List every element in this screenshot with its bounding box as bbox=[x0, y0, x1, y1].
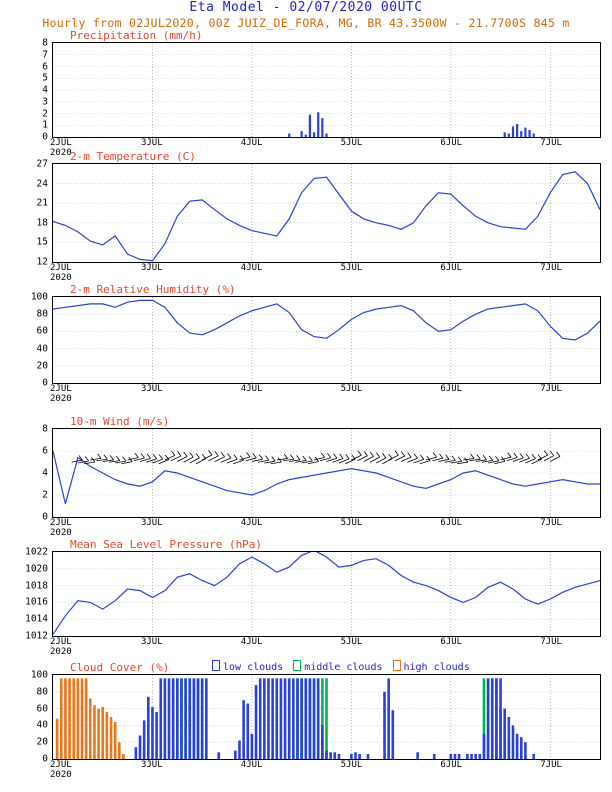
legend-item bbox=[293, 660, 382, 673]
x-tick-day: 2JUL bbox=[50, 263, 72, 273]
y-tick-label: 8 bbox=[42, 423, 48, 435]
x-tick-label: 6JUL bbox=[440, 637, 463, 647]
y-tick-label: 40 bbox=[36, 343, 48, 355]
y-tick-label: 1 bbox=[42, 119, 48, 131]
x-tick-label: 3JUL bbox=[140, 384, 163, 394]
chart-panel-3 bbox=[30, 283, 601, 404]
x-tick-label bbox=[50, 761, 72, 780]
y-tick-label: 80 bbox=[36, 686, 48, 698]
y-tick-label: 0 bbox=[42, 131, 48, 143]
y-tick-label: 4 bbox=[42, 84, 48, 96]
y-tick-label: 0 bbox=[42, 753, 48, 765]
panel-title: Precipitation (mm/h) bbox=[70, 29, 203, 42]
x-tick-label bbox=[50, 139, 72, 158]
header-title: Eta Model - 02/07/2020 00UTC bbox=[189, 0, 423, 15]
x-tick-year: 2020 bbox=[50, 769, 72, 780]
x-tick-label bbox=[50, 638, 72, 657]
y-tick-label: 2 bbox=[42, 489, 48, 501]
y-tick-label: 60 bbox=[36, 703, 48, 715]
y-tick-label: 18 bbox=[36, 217, 48, 229]
legend-label: middle clouds bbox=[304, 662, 383, 673]
y-tick-label: 15 bbox=[36, 236, 48, 248]
chart-panel-4 bbox=[42, 415, 601, 538]
x-tick-label: 3JUL bbox=[140, 760, 163, 770]
plot-area bbox=[52, 42, 601, 138]
x-tick-label: 4JUL bbox=[240, 384, 263, 394]
y-tick-label: 1014 bbox=[25, 613, 48, 625]
x-tick-label: 6JUL bbox=[440, 138, 463, 148]
plot-area bbox=[52, 163, 601, 263]
legend-item bbox=[212, 660, 283, 673]
y-tick-label: 100 bbox=[30, 669, 48, 681]
y-tick-label: 5 bbox=[42, 72, 48, 84]
x-tick-year: 2020 bbox=[50, 272, 72, 283]
y-tick-label: 24 bbox=[36, 178, 48, 190]
chart-panel-6 bbox=[30, 661, 601, 780]
x-tick-year: 2020 bbox=[50, 646, 72, 657]
x-tick-label: 5JUL bbox=[340, 760, 363, 770]
legend-swatch bbox=[393, 660, 401, 671]
x-tick-year: 2020 bbox=[50, 393, 72, 404]
plot-area bbox=[52, 428, 601, 518]
y-tick-label: 8 bbox=[42, 37, 48, 49]
x-tick-label: 6JUL bbox=[440, 518, 463, 528]
y-tick-label: 1012 bbox=[25, 630, 48, 642]
legend-label: high clouds bbox=[403, 662, 470, 673]
chart-panel-2 bbox=[36, 150, 601, 283]
x-tick-label: 3JUL bbox=[140, 263, 163, 273]
panel-title: 2-m Relative Humidity (%) bbox=[70, 283, 236, 296]
chart-header bbox=[0, 0, 612, 30]
panel-title: Cloud Cover (%) bbox=[70, 661, 170, 674]
x-tick-label: 6JUL bbox=[440, 384, 463, 394]
legend-swatch bbox=[293, 660, 301, 671]
x-tick-label: 7JUL bbox=[540, 138, 562, 148]
y-tick-label: 3 bbox=[42, 96, 48, 108]
y-tick-label: 1018 bbox=[25, 580, 48, 592]
y-tick-label: 6 bbox=[42, 61, 48, 72]
x-tick-label: 6JUL bbox=[440, 263, 463, 273]
x-tick-label: 7JUL bbox=[540, 384, 562, 394]
x-tick-label bbox=[50, 519, 72, 538]
y-tick-label: 4 bbox=[42, 467, 48, 479]
plot-area bbox=[52, 674, 601, 760]
panel-title: 10-m Wind (m/s) bbox=[70, 415, 170, 428]
plot-area bbox=[52, 551, 601, 637]
y-tick-label: 12 bbox=[36, 256, 48, 268]
x-tick-label: 4JUL bbox=[240, 637, 263, 647]
x-tick-label: 5JUL bbox=[340, 518, 363, 528]
legend-swatch bbox=[212, 660, 220, 671]
legend bbox=[212, 660, 480, 673]
y-tick-label: 20 bbox=[36, 736, 48, 748]
panel-title: Mean Sea Level Pressure (hPa) bbox=[70, 538, 263, 551]
x-tick-label: 7JUL bbox=[540, 518, 562, 528]
y-tick-label: 7 bbox=[42, 49, 48, 61]
x-tick-label: 5JUL bbox=[340, 263, 363, 273]
y-tick-label: 1022 bbox=[25, 546, 48, 558]
x-tick-label: 5JUL bbox=[340, 138, 363, 148]
x-tick-label: 3JUL bbox=[140, 518, 163, 528]
y-tick-label: 21 bbox=[36, 197, 48, 209]
x-tick-label: 5JUL bbox=[340, 637, 363, 647]
y-tick-label: 60 bbox=[36, 325, 48, 337]
panel-title: 2-m Temperature (C) bbox=[70, 150, 196, 163]
x-tick-label: 4JUL bbox=[240, 518, 263, 528]
x-tick-label: 7JUL bbox=[540, 263, 562, 273]
x-tick-year: 2020 bbox=[50, 527, 72, 538]
y-tick-label: 2 bbox=[42, 108, 48, 119]
y-tick-label: 80 bbox=[36, 308, 48, 320]
y-tick-label: 6 bbox=[42, 445, 48, 457]
y-tick-label: 40 bbox=[36, 719, 48, 731]
x-tick-day: 2JUL bbox=[50, 138, 72, 148]
x-tick-day: 2JUL bbox=[50, 637, 72, 647]
x-tick-label bbox=[50, 385, 72, 404]
x-tick-label: 7JUL bbox=[540, 760, 562, 770]
x-tick-label bbox=[50, 264, 72, 283]
x-tick-label: 5JUL bbox=[340, 384, 363, 394]
y-tick-label: 0 bbox=[42, 377, 48, 389]
y-tick-label: 27 bbox=[36, 158, 48, 170]
x-tick-day: 2JUL bbox=[50, 384, 72, 394]
x-tick-label: 3JUL bbox=[140, 637, 163, 647]
y-tick-label: 0 bbox=[42, 511, 48, 523]
plot-area bbox=[52, 296, 601, 384]
x-tick-year: 2020 bbox=[50, 147, 72, 158]
y-tick-label: 1020 bbox=[25, 563, 48, 575]
header-subtitle: Hourly from 02JUL2020, 00Z JUIZ_DE_FORA, MG, BR 43.3500W - 21.7700S 845 m bbox=[42, 16, 570, 30]
legend-label: low clouds bbox=[223, 662, 284, 673]
y-tick-label: 1016 bbox=[25, 596, 48, 608]
x-tick-label: 3JUL bbox=[140, 138, 163, 148]
y-tick-label: 100 bbox=[30, 291, 48, 303]
x-tick-label: 7JUL bbox=[540, 637, 562, 647]
legend-item bbox=[393, 660, 470, 673]
x-tick-label: 6JUL bbox=[440, 760, 463, 770]
x-tick-label: 4JUL bbox=[240, 760, 263, 770]
x-tick-day: 2JUL bbox=[50, 518, 72, 528]
x-tick-label: 4JUL bbox=[240, 138, 263, 148]
chart-panel-5 bbox=[25, 538, 601, 657]
x-tick-day: 2JUL bbox=[50, 760, 72, 770]
x-tick-label: 4JUL bbox=[240, 263, 263, 273]
y-tick-label: 20 bbox=[36, 360, 48, 372]
